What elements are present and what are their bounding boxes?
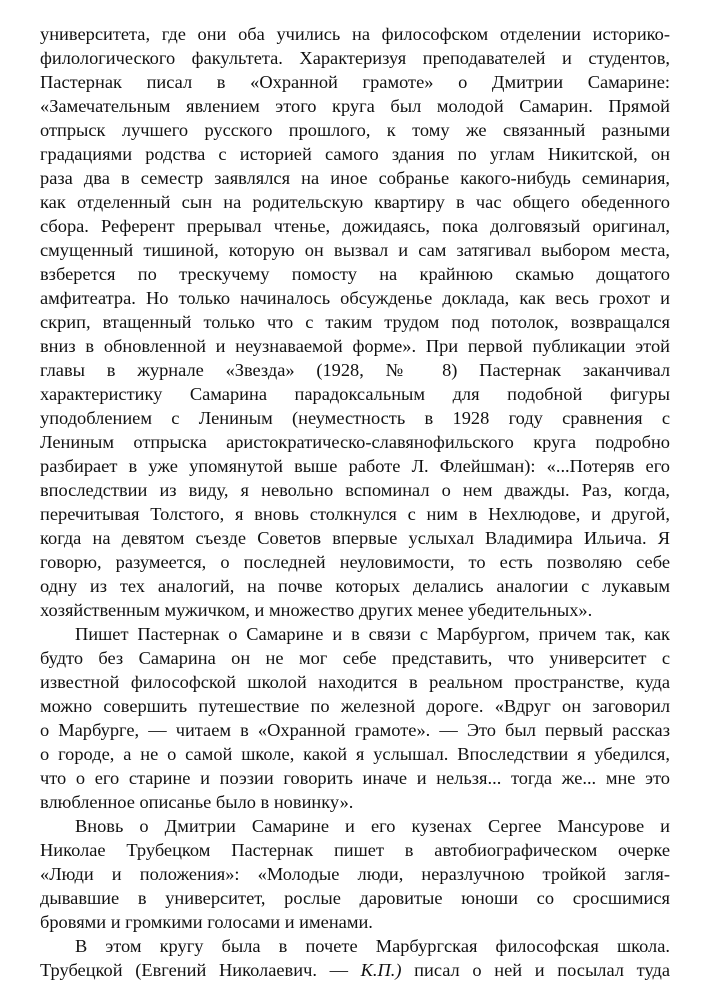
text-line: разбирает в уже упомянутой выше работе Л. Флейшман): «...Потеряв его <box>40 456 670 476</box>
text-line: влюбленное описанье было в новинку». <box>40 792 354 812</box>
text-line: что о его старине и поэзии говорить иначе и нельзя... тогда же... мне это <box>40 768 670 788</box>
text-line: университета, где они оба учились на философском отделении историко- <box>40 24 670 44</box>
text-line: «Замечательным явлением этого круга был молодой Самарин. Прямой <box>40 96 670 116</box>
text-line: раза два в семестр заявлялся на иное собранье какого-нибудь семинария, <box>40 168 670 188</box>
text-line: Пишет Пастернак о Самарине и в связи с Марбургом, причем так, как <box>75 624 670 644</box>
text-line: Пастернак писал в «Охранной грамоте» о Дмитрии Самарине: <box>40 72 670 92</box>
paragraph-2-end <box>40 790 670 814</box>
text-line: впоследствии из виду, я невольно вспоминал о нем дважды. Раз, когда, <box>40 480 670 500</box>
paragraph-3-end <box>40 910 670 934</box>
document-page <box>40 22 670 982</box>
text-line: говорю, разумеется, о последней неуловимости, то есть позволяю себе <box>40 552 670 572</box>
text-line: известной философской школой находится в реальном пространстве, куда <box>40 672 670 692</box>
text-line: В этом кругу была в почете Марбургская философская школа. <box>75 936 670 956</box>
text-line: взберется по трескучему помосту на крайнюю скамью дощатого <box>40 264 670 284</box>
text-line: «Люди и положения»: «Молодые люди, неразлучною тройкой загля- <box>40 864 670 884</box>
text-line: амфитеатра. Но только начиналось обсужденье доклада, как весь грохот и <box>40 288 670 308</box>
paragraph-1-end <box>40 598 670 622</box>
text-line: перечитывая Толстого, я вновь столкнулся с ним в Нехлюдове, и другой, <box>40 504 670 524</box>
text-line: Вновь о Дмитрии Самарине и его кузенах Сергее Мансурове и <box>75 816 670 836</box>
text-line: о городе, а не о самой школе, какой я услышал. Впоследствии я убедился, <box>40 744 670 764</box>
paragraph-2 <box>40 622 670 790</box>
text-line: смущенный тишиной, которую он вызвал и сам затягивал выбором места, <box>40 240 670 260</box>
text-line: характеристику Самарина парадоксальным для подобной фигуры <box>40 384 670 404</box>
paragraph-4-line-2 <box>40 958 670 982</box>
text-line-tail: писал о ней и посылал туда <box>401 960 671 980</box>
text-line: дывавшие в университет, рослые даровитые юноши со сросшимися <box>40 888 670 908</box>
text-line: сбора. Референт прерывал чтенье, дожидаясь, пока долговязый оригинал, <box>40 216 670 236</box>
text-line: о Марбурге, — читаем в «Охранной грамоте». — Это был первый рассказ <box>40 720 670 740</box>
text-line: Николае Трубецком Пастернак пишет в автобиографическом очерке <box>40 840 670 860</box>
text-line: филологического факультета. Характеризуя преподавателей и студентов, <box>40 48 670 68</box>
text-line: можно совершить путешествие по железной дороге. «Вдруг он заговорил <box>40 696 670 716</box>
text-line: главы в журнале «Звезда» (1928, № 8) Пастернак заканчивал <box>40 360 670 380</box>
text-line: скрип, втащенный только что с таким трудом под потолок, возвращался <box>40 312 670 332</box>
text-line: отпрыск лучшего русского прошлого, к тому же связанный разными <box>40 120 670 140</box>
text-line: Трубецкой (Евгений Николаевич. — <box>40 960 361 980</box>
text-line: одну из тех аналогий, на почве которых делались аналогии с лукавым <box>40 576 670 596</box>
text-line: будто без Самарина он не мог себе представить, что университет с <box>40 648 670 668</box>
text-line: хозяйственным мужичком, и множество других менее убедительных». <box>40 600 593 620</box>
text-line: бровями и громкими голосами и именами. <box>40 912 373 932</box>
paragraph-4 <box>40 934 670 958</box>
text-line: как отделенный сын на родительскую квартиру в час общего обеденного <box>40 192 670 212</box>
text-line: Лениным отпрыска аристократическо-славянофильского круга подробно <box>40 432 670 452</box>
paragraph-1 <box>40 22 670 598</box>
italic-initials: К.П.) <box>360 960 402 980</box>
text-line: когда на девятом съезде Советов впервые услыхал Владимира Ильича. Я <box>40 528 670 548</box>
paragraph-3 <box>40 814 670 910</box>
text-line: градациями родства с историей самого здания по углам Никитской, он <box>40 144 670 164</box>
text-line: уподоблением с Лениным (неуместность в 1928 году сравнения с <box>40 408 670 428</box>
text-line: вниз в обновленной и неузнаваемой форме». При первой публикации этой <box>40 336 670 356</box>
